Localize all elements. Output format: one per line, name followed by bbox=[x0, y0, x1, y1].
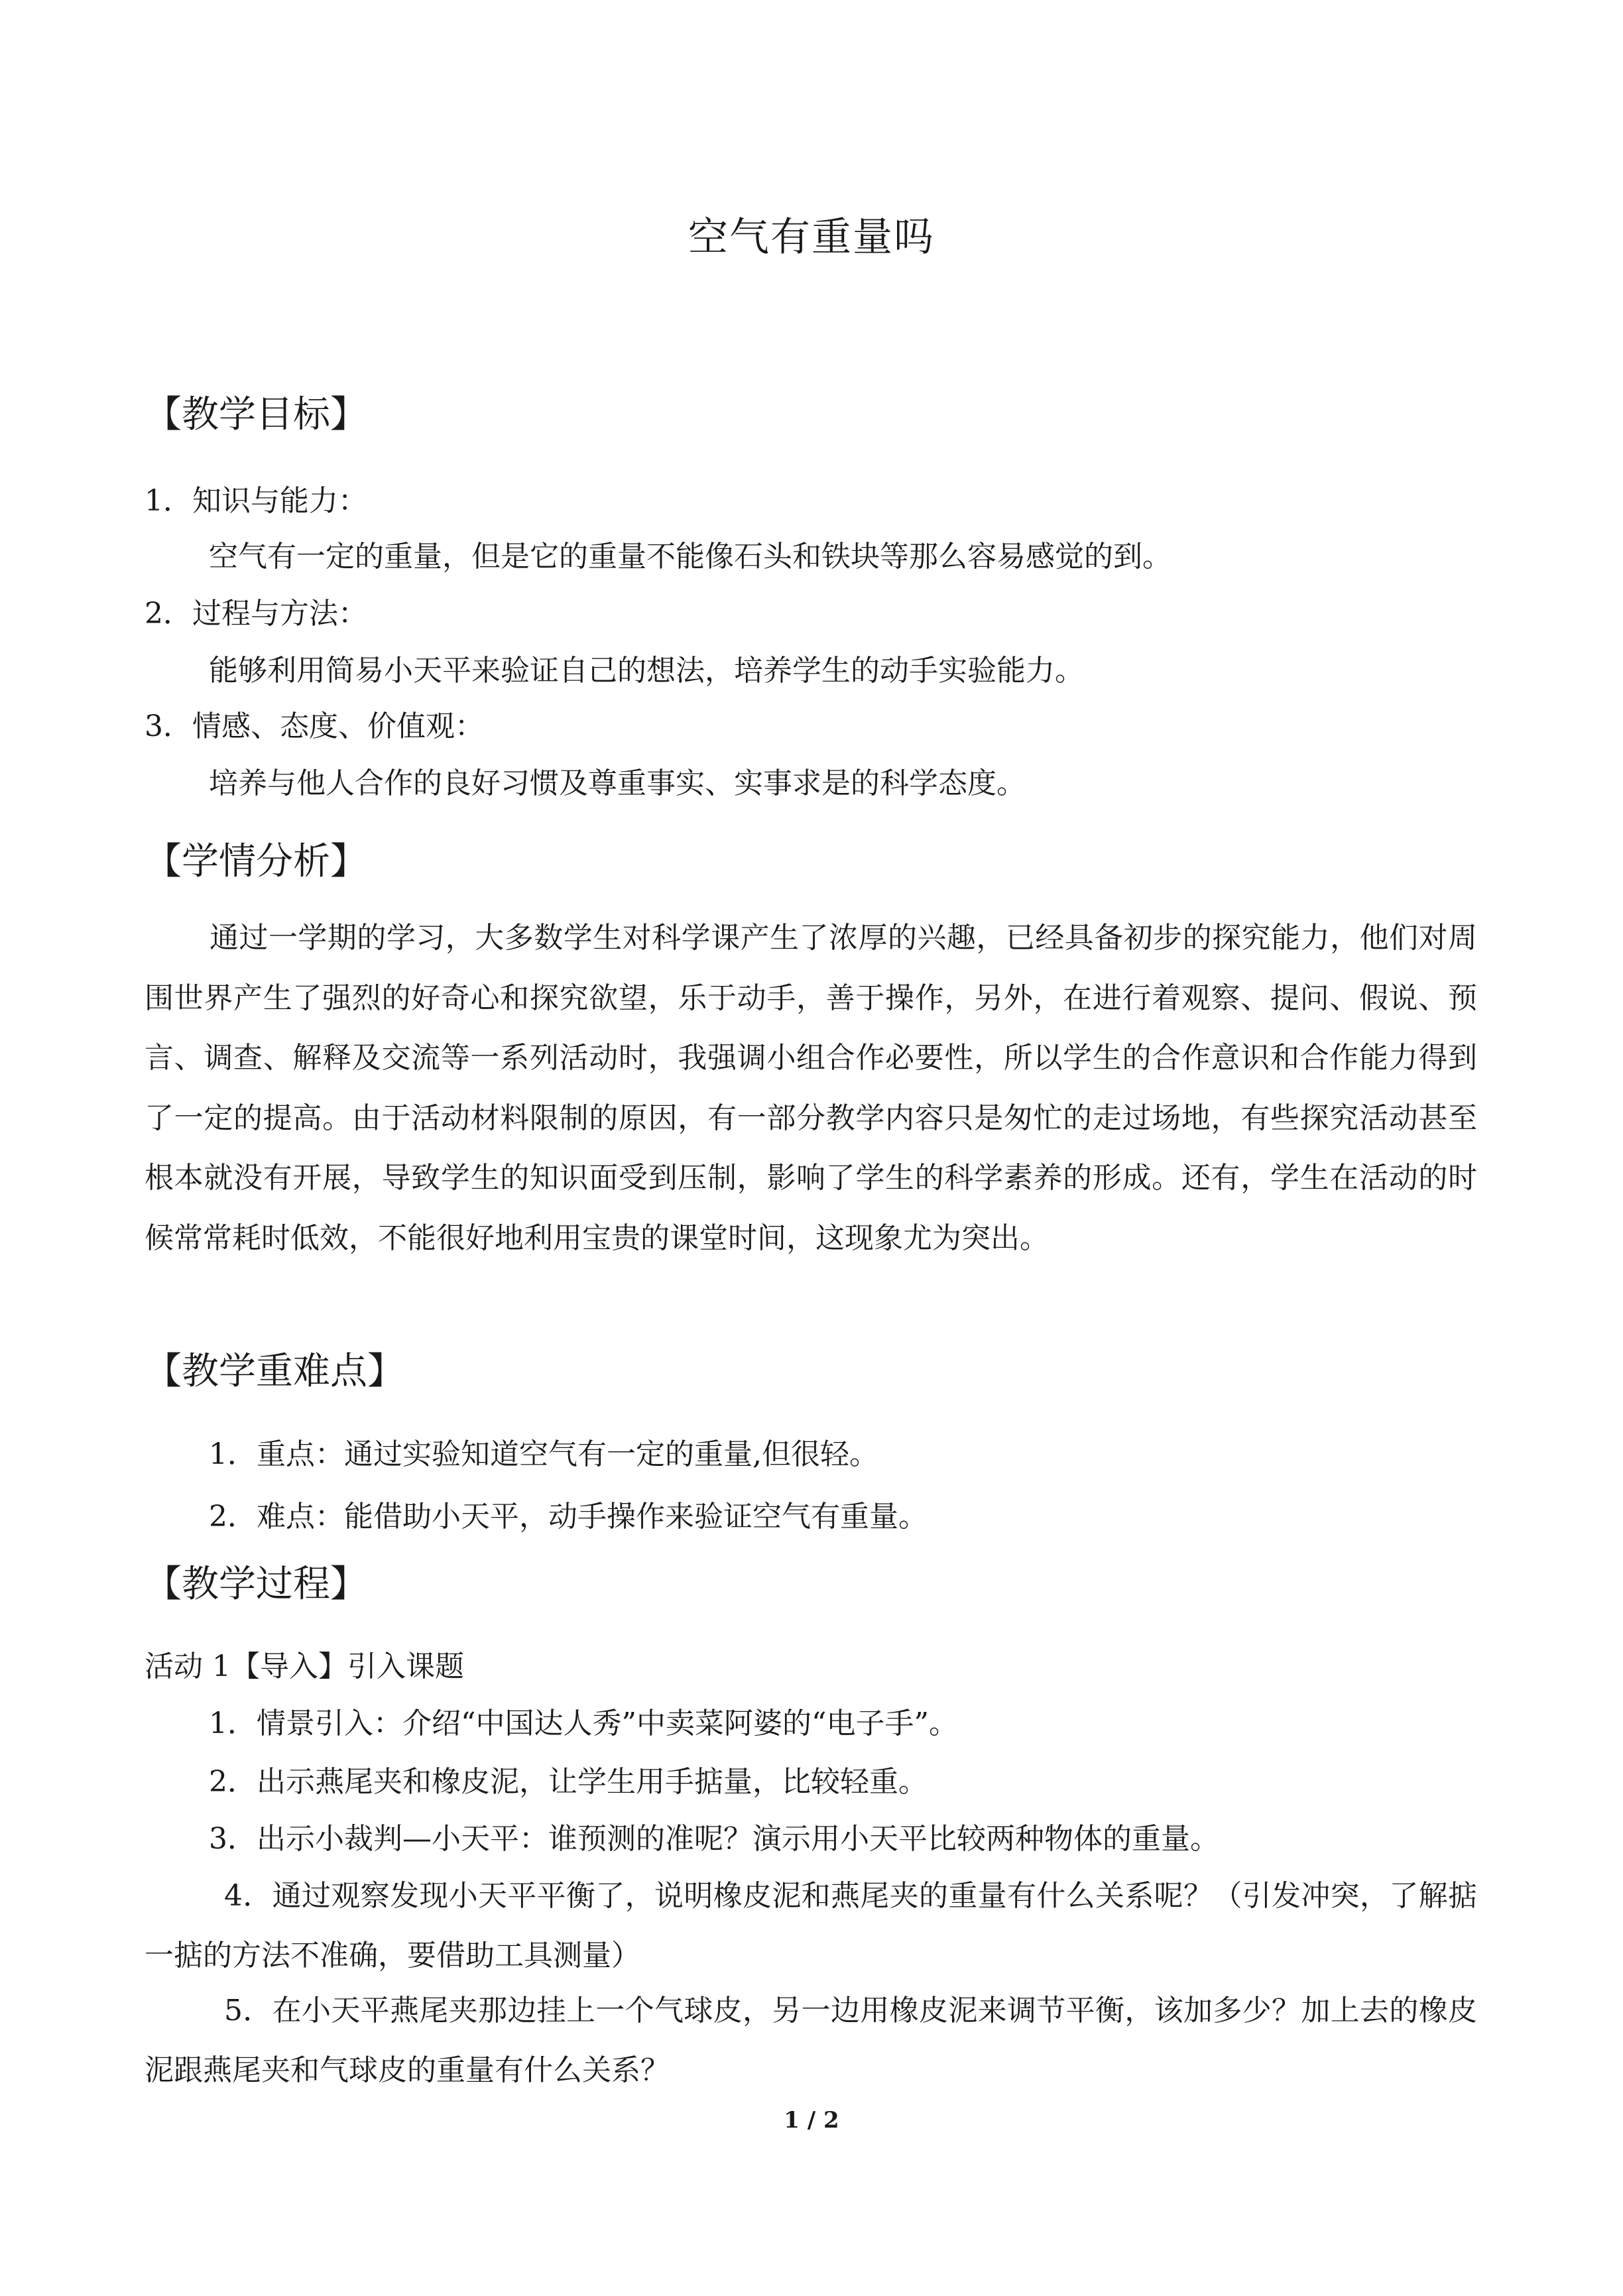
process-step-4: 4．通过观察发现小天平平衡了，说明橡皮泥和燕尾夹的重量有什么关系呢？（引发冲突，了解掂一掂的方法不准确，要借助工具测量） bbox=[145, 1879, 1477, 1972]
process-step-3: 3．出示小裁判—小天平：谁预测的准呢？演示用小天平比较两种物体的重量。 bbox=[209, 1822, 1219, 1856]
keypoint-1: 1．重点：通过实验知道空气有一定的重量,但很轻。 bbox=[209, 1437, 878, 1471]
activity-title: 活动 1【导入】引入课题 bbox=[145, 1650, 464, 1683]
objective-text-3: 培养与他人合作的良好习惯及尊重事实、实事求是的科学态度。 bbox=[209, 766, 1026, 800]
objective-text-1: 空气有一定的重量，但是它的重量不能像石头和铁块等那么容易感觉的到。 bbox=[209, 540, 1172, 574]
section-heading-process: 【教学过程】 bbox=[145, 1563, 367, 1606]
page-number: 1 / 2 bbox=[784, 2107, 839, 2134]
objective-label-2: 2．过程与方法： bbox=[145, 597, 367, 631]
objective-text-2: 能够利用简易小天平来验证自己的想法，培养学生的动手实验能力。 bbox=[209, 654, 1084, 688]
keypoint-2: 2．难点：能借助小天平，动手操作来验证空气有重量。 bbox=[209, 1500, 928, 1534]
page-title: 空气有重量吗 bbox=[688, 214, 935, 261]
analysis-paragraph: 通过一学期的学习，大多数学生对科学课产生了浓厚的兴趣，已经具备初步的探究能力，他们对周围世界产生了强烈的好奇心和探究欲望，乐于动手，善于操作，另外，在进行着观察、提问、假说、预言、调查、解释及交流等一系列活动时，我强调小组合作必要性，所以学生的合作意识和合作能力得到了一定的提高。由于活动材料限制的原因，有一部分教学内容只是匆忙的走过场地，有些探究活动甚至根本就没有开展，导致学生的知识面受到压制，影响了学生的科学素养的形成。还有，学生在活动的时候常常耗时低效，不能很好地利用宝贵的课堂时间，这现象尤为突出。 bbox=[145, 921, 1477, 1255]
objective-label-1: 1．知识与能力： bbox=[145, 484, 367, 518]
objective-label-3: 3．情感、态度、价值观： bbox=[145, 709, 484, 743]
section-heading-objectives: 【教学目标】 bbox=[145, 393, 367, 436]
section-heading-keypoints: 【教学重难点】 bbox=[145, 1350, 404, 1393]
process-step-5: 5．在小天平燕尾夹那边挂上一个气球皮，另一边用橡皮泥来调节平衡，该加多少？加上去的橡皮泥跟燕尾夹和气球皮的重量有什么关系？ bbox=[145, 1994, 1477, 2087]
section-heading-analysis: 【学情分析】 bbox=[145, 840, 367, 883]
process-step-1: 1．情景引入：介绍“中国达人秀”中卖菜阿婆的“电子手”。 bbox=[209, 1707, 958, 1740]
process-step-2: 2．出示燕尾夹和橡皮泥，让学生用手掂量，比较轻重。 bbox=[209, 1765, 928, 1799]
